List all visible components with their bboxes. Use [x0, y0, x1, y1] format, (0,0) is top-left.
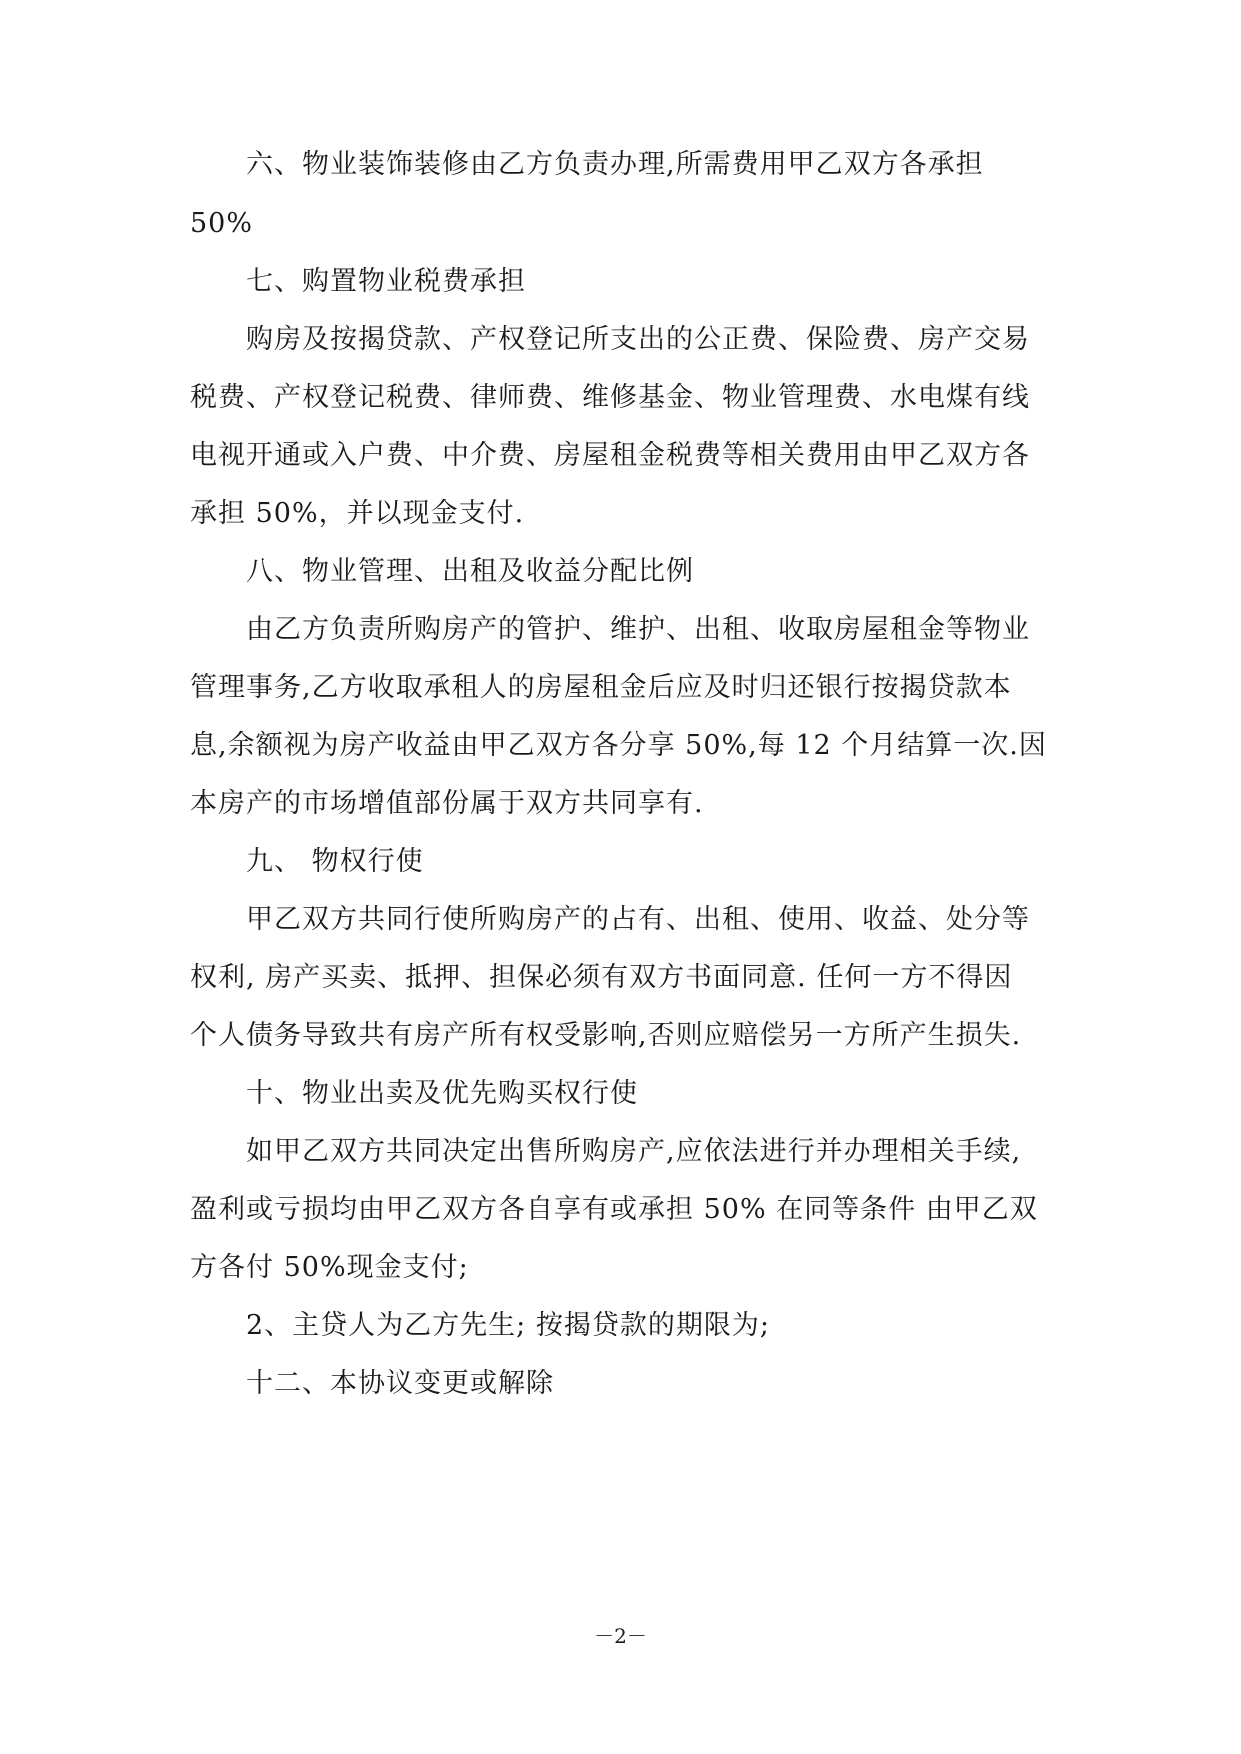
clause-12-heading: 十二、本协议变更或解除: [246, 1368, 554, 1399]
clause-9-heading: 九、 物权行使: [246, 846, 424, 877]
clause-7-body-line-4: 承担 50%，并以现金支付.: [190, 498, 525, 529]
clause-8-heading: 八、物业管理、出租及收益分配比例: [246, 556, 694, 587]
clause-8-body-line-1: 由乙方负责所购房产的管护、维护、出租、收取房屋租金等物业: [246, 614, 1030, 645]
clause-10-body-line-2: 盈利或亏损均由甲乙双方各自享有或承担 50% 在同等条件 由甲乙双: [190, 1194, 1038, 1225]
clause-9-body-line-3: 个人债务导致共有房产所有权受影响,否则应赔偿另一方所产生损失.: [190, 1020, 1022, 1051]
clause-6-line-1: 六、物业装饰装修由乙方负责办理,所需费用甲乙双方各承担: [246, 149, 984, 180]
clause-7-body-line-1: 购房及按揭贷款、产权登记所支出的公正费、保险费、房产交易: [246, 324, 1030, 355]
loan-item-2: 2、主贷人为乙方先生; 按揭贷款的期限为;: [246, 1310, 770, 1341]
clause-10-body-line-1: 如甲乙双方共同决定出售所购房产,应依法进行并办理相关手续,: [246, 1136, 1022, 1167]
clause-7-body-line-2: 税费、产权登记税费、律师费、维修基金、物业管理费、水电煤有线: [190, 382, 1030, 413]
clause-10-heading: 十、物业出卖及优先购买权行使: [246, 1078, 638, 1109]
clause-7-heading: 七、购置物业税费承担: [246, 266, 526, 297]
clause-9-body-line-1: 甲乙双方共同行使所购房产的占有、出租、使用、收益、处分等: [246, 904, 1030, 935]
clause-8-body-line-3: 息,余额视为房产收益由甲乙双方各分享 50%,每 12 个月结算一次.因: [190, 730, 1047, 761]
clause-10-body-line-3: 方各付 50%现金支付;: [190, 1252, 469, 1283]
clause-8-body-line-2: 管理事务,乙方收取承租人的房屋租金后应及时归还银行按揭贷款本: [190, 672, 1012, 703]
page-number: －2－: [594, 1624, 647, 1648]
clause-7-body-line-3: 电视开通或入户费、中介费、房屋租金税费等相关费用由甲乙双方各: [190, 440, 1030, 471]
clause-8-body-line-4: 本房产的市场增值部份属于双方共同享有.: [190, 788, 704, 819]
clause-9-body-line-2: 权利, 房产买卖、抵押、担保必须有双方书面同意. 任何一方不得因: [190, 962, 1013, 993]
clause-6-line-2: 50%: [190, 208, 254, 239]
